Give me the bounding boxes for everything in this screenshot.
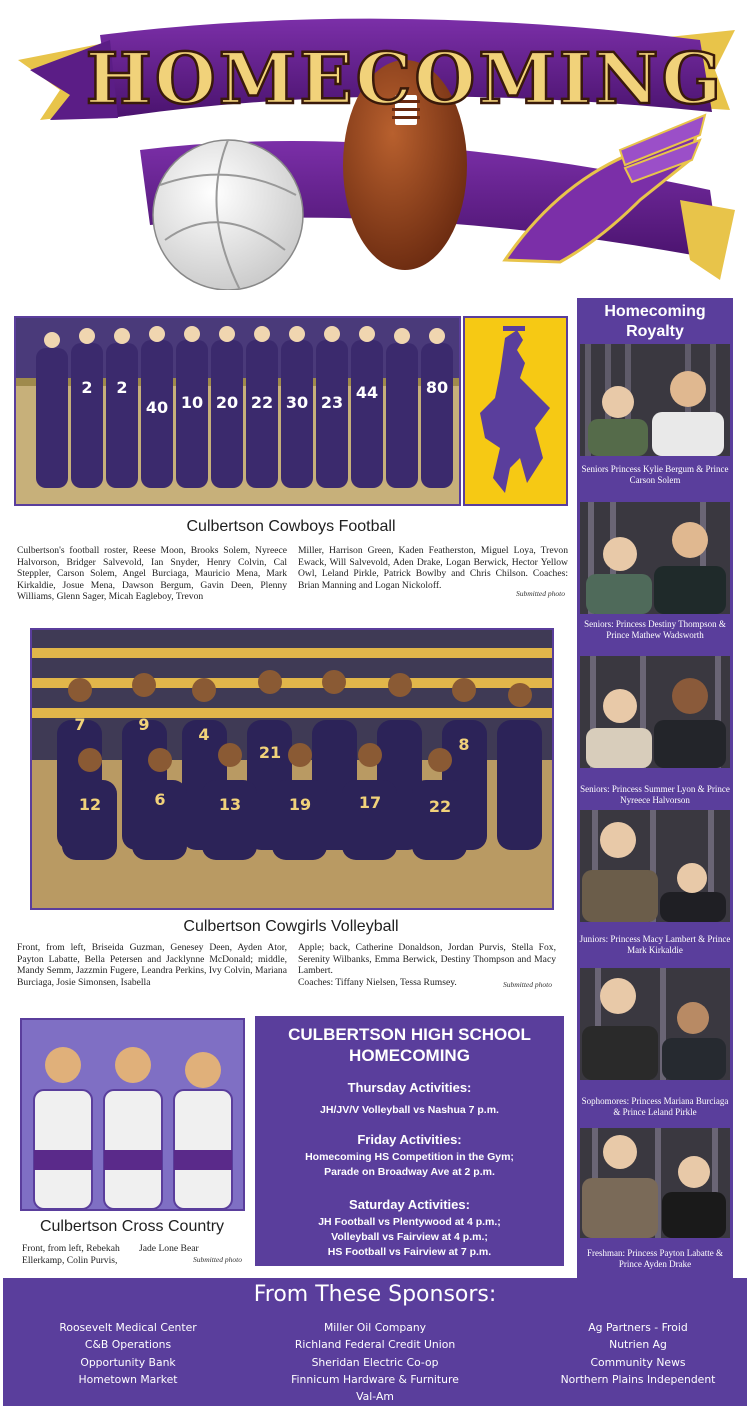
jersey-number: 2 [81, 378, 93, 397]
sponsor-name: Northern Plains Independent [560, 1372, 716, 1386]
thursday-line: JH/JV/V Volleyball vs Nashua 7 p.m. [320, 1104, 499, 1116]
royalty-caption: Freshman: Princess Payton Labatte & Prince Ayden Drake [587, 1248, 723, 1269]
jersey-number: 8 [458, 735, 470, 754]
royalty-photo [580, 1128, 730, 1238]
jersey-number: 22 [428, 797, 452, 816]
royalty-caption: Seniors: Princess Summer Lyon & Prince Nyreece Halvorson [580, 784, 730, 805]
volleyball-caption-left: Front, from left, Briseida Guzman, Genesey Deen, Ayden Ator, Payton Labatte, Bella Petersen and Jacklynne McDonald; middle, Mandy Semm, Jazzmin Fugere, Leandra Perkins, Ivy Colvin, Mariana Burciaga, Josie Simonsen, Isabella [17, 942, 287, 988]
royalty-photo [580, 656, 730, 768]
saturday-line: Volleyball vs Fairview at 4 p.m.; [331, 1231, 488, 1243]
jersey-number: 40 [145, 398, 169, 417]
jersey-number: 17 [358, 793, 382, 812]
volleyball-title: Culbertson Cowgirls Volleyball [183, 918, 399, 935]
sponsor-name: Val-Am [356, 1390, 394, 1404]
jersey-number: 22 [250, 393, 274, 412]
jersey-number: 2 [116, 378, 128, 397]
homecoming-schedule-title: CULBERTSON HIGH SCHOOL HOMECOMING [288, 1025, 531, 1065]
cross-country-title: Culbertson Cross Country [39, 1218, 225, 1235]
jersey-number: 80 [425, 378, 449, 397]
friday-line: Parade on Broadway Ave at 2 p.m. [324, 1166, 495, 1178]
jersey-number: 12 [78, 795, 102, 814]
royalty-photo [580, 344, 730, 456]
sponsor-name: Miller Oil Company [323, 1321, 427, 1334]
football-title: Culbertson Cowboys Football [186, 518, 396, 535]
jersey-number: 20 [215, 393, 239, 412]
jersey-number: 30 [285, 393, 309, 412]
thursday-heading: Thursday Activities: [347, 1080, 472, 1095]
sponsor-name: Opportunity Bank [80, 1355, 176, 1369]
sponsor-name: Ag Partners - Froid [588, 1321, 688, 1334]
homecoming-banner [0, 0, 750, 290]
volleyball-caption-right: Apple; back, Catherine Donaldson, Jordan Purvis, Stella Fox, Serenity Wilbanks, Emma Berwick, Destiny Thompson and Macy Lambert. Coaches: Tiffany Nielsen, Tessa Rumsey. [298, 942, 556, 988]
sponsor-name: Nutrien Ag [609, 1338, 667, 1352]
saturday-heading: Saturday Activities: [349, 1197, 470, 1212]
football-caption-left: Culbertson's football roster, Reese Moon, Brooks Solem, Nyreece Halvorson, Bridger Salvevold, Ian Snyder, Henry Colvin, Cal Steppler, Carson Solem, Angel Burciaga, Mauricio Mena, Mark Kirkaldie, Josue Mena, Dawson Bergum, Gavin Deen, Plenny Williams, Glenn Sager, Micah Eagleboy, Trevon [17, 545, 287, 603]
sponsor-name: Richland Federal Credit Union [294, 1338, 456, 1352]
cross-country-caption-right: Jade Lone Bear [139, 1243, 199, 1254]
royalty-photo [580, 968, 730, 1080]
sponsors-box [3, 1278, 747, 1406]
royalty-title: Homecoming Royalty [604, 303, 706, 340]
banner-title: HOMECOMING [85, 37, 725, 120]
jersey-number: 10 [180, 393, 204, 412]
cross-country-caption-left: Front, from left, Rebekah Ellerkamp, Colin Purvis, [22, 1243, 120, 1266]
royalty-caption: Sophomores: Princess Mariana Burciaga & Prince Leland Pirkle [581, 1096, 729, 1117]
sponsor-name: Roosevelt Medical Center [59, 1321, 197, 1334]
jersey-number: 19 [288, 795, 312, 814]
jersey-number: 44 [355, 383, 379, 402]
sponsor-name: Hometown Market [78, 1372, 178, 1386]
royalty-caption: Seniors: Princess Destiny Thompson & Prince Mathew Wadsworth [584, 619, 726, 640]
jersey-number: 4 [198, 725, 210, 744]
football-caption-right: Miller, Harrison Green, Kaden Featherston, Miguel Loya, Trevon Ewack, Will Salvevold, Aden Drake, Logan Berwick, Hector Yellow Owl, Leland Pirkle, Patrick Bowlby and Chris Chilson. Coaches: Brian Manning and Logan Nickoloff. [298, 545, 568, 591]
sponsor-name: Sheridan Electric Co-op [311, 1355, 439, 1369]
friday-line: Homecoming HS Competition in the Gym; [305, 1151, 514, 1163]
saturday-line: HS Football vs Fairview at 7 p.m. [327, 1246, 492, 1258]
sponsor-name: Community News [590, 1355, 686, 1369]
sponsor-name: C&B Operations [84, 1338, 172, 1352]
sponsors-column [38, 1319, 218, 1388]
sponsors-column [538, 1319, 738, 1388]
jersey-number: 7 [74, 715, 86, 734]
volleyball-photo-credit: Submitted photo [503, 980, 552, 989]
football-team-photo [14, 316, 461, 506]
cross-country-photo-credit: Submitted photo [193, 1255, 242, 1264]
bucking-horse-icon [465, 318, 566, 504]
friday-heading: Friday Activities: [357, 1132, 462, 1147]
jersey-number: 23 [320, 393, 344, 412]
jersey-number: 6 [154, 790, 166, 809]
volleyball-team-photo [30, 628, 554, 910]
jersey-number: 21 [258, 743, 282, 762]
jersey-number: 13 [218, 795, 242, 814]
sponsors-column [265, 1319, 485, 1405]
football-photo-credit: Submitted photo [516, 589, 565, 598]
sponsor-name: Finnicum Hardware & Furniture [291, 1372, 459, 1386]
saturday-line: JH Football vs Plentywood at 4 p.m.; [318, 1216, 501, 1228]
jersey-number: 9 [138, 715, 150, 734]
cowboy-logo [463, 316, 568, 506]
royalty-photo [580, 810, 730, 922]
sponsors-title: From These Sponsors: [253, 1282, 497, 1307]
cross-country-photo [20, 1018, 245, 1211]
homecoming-schedule-box [255, 1016, 564, 1266]
homecoming-royalty-sidebar [577, 298, 733, 1278]
royalty-caption: Seniors Princess Kylie Bergum & Prince Carson Solem [581, 464, 729, 485]
royalty-photo [580, 502, 730, 614]
royalty-caption: Juniors: Princess Macy Lambert & Prince Mark Kirkaldie [579, 934, 731, 955]
